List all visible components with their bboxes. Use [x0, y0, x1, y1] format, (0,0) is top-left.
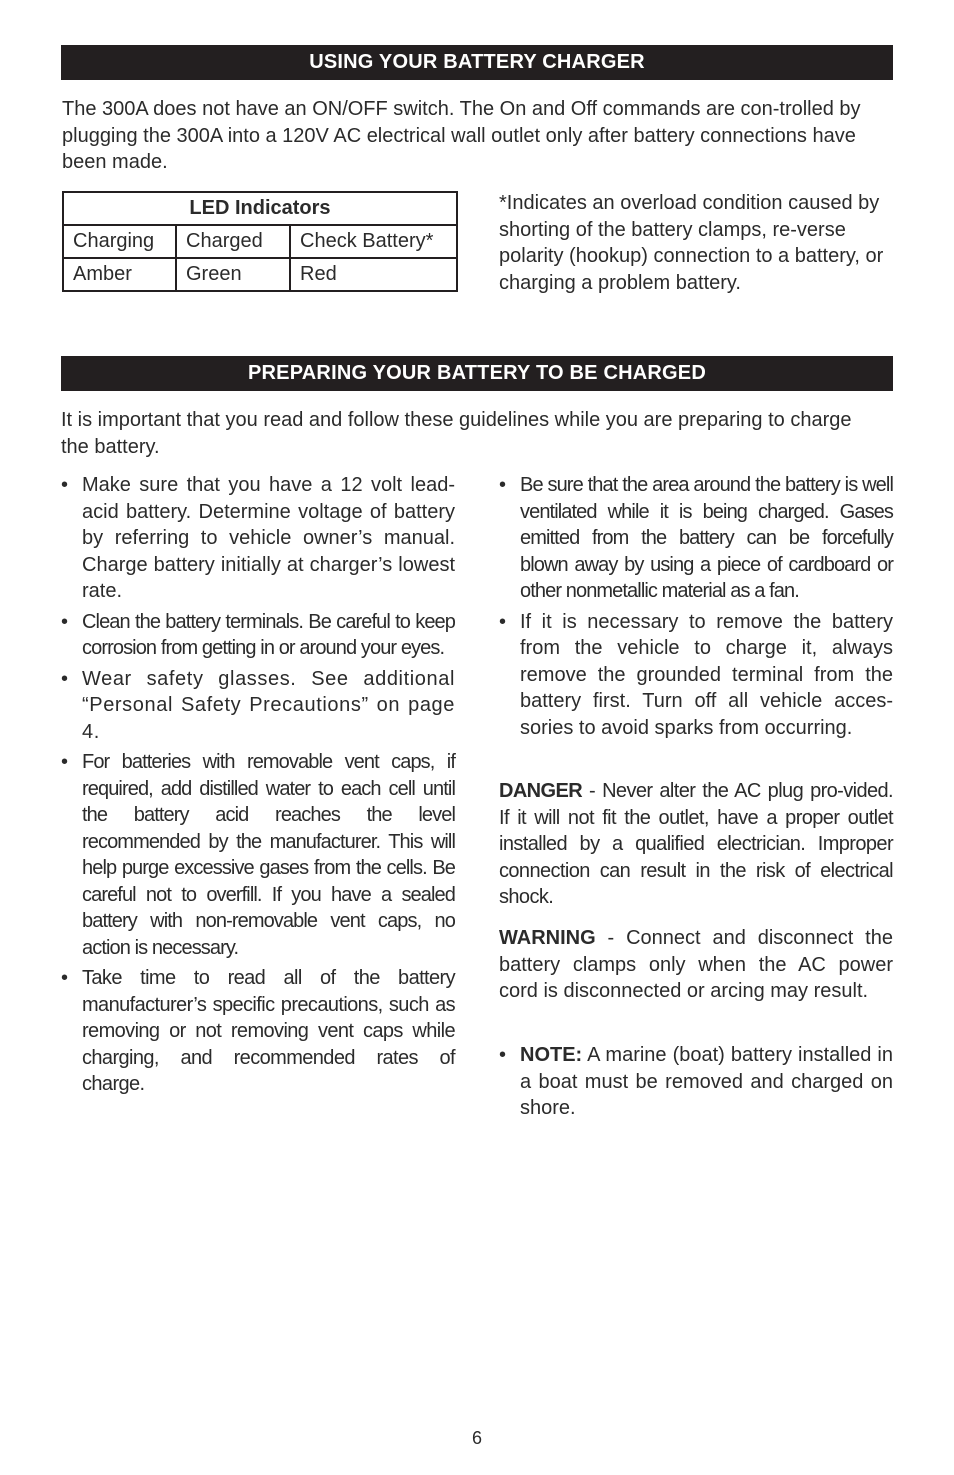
led-label-charging: Charging [63, 225, 176, 258]
note-label: NOTE: [520, 1044, 583, 1066]
led-color-red: Red [290, 258, 457, 291]
bullet-icon: • [499, 610, 507, 633]
list-item [61, 965, 455, 1098]
right-guidelines-list [499, 472, 893, 745]
using-charger-intro: The 300A does not have an ON/OFF switch. The On and Off commands are con-trolled by plugging the 300A into a 120V AC electrical wall outlet only after battery connections have been made. [62, 98, 861, 173]
section-heading-using-charger: USING YOUR BATTERY CHARGER [61, 45, 893, 80]
list-item [61, 472, 455, 605]
bullet-icon: • [499, 474, 506, 496]
overload-footnote: *Indicates an overload condition caused by shorting of the battery clamps, re-verse polarity (hookup) connection to a battery, or charging a problem battery. [499, 192, 884, 294]
note-text: A marine (boat) battery installed in a boat must be removed and charged on shore. [520, 1044, 893, 1119]
list-item-text: Wear safety glasses. See additional “Personal Safety Precautions” on page 4. [82, 667, 455, 743]
list-item [61, 609, 455, 662]
page-number: 6 [471, 1428, 482, 1448]
note-list [499, 1042, 893, 1126]
led-table-color-row [63, 258, 457, 291]
preparing-battery-intro: It is important that you read and follow these guidelines while you are preparing to charge the battery. [61, 409, 852, 458]
bullet-icon: • [499, 1044, 507, 1066]
list-item [61, 666, 455, 746]
led-table-title: LED Indicators [63, 192, 457, 225]
list-item-text: If it is necessary to remove the battery from the vehicle to charge it, always remove the grounded terminal from the battery first. Turn off all vehicle acces-sories to avoid sparks from occurring. [520, 610, 893, 739]
led-color-green: Green [176, 258, 290, 291]
bullet-icon: • [61, 474, 69, 496]
left-guidelines-list [61, 472, 455, 1102]
led-table-label-row [63, 225, 457, 258]
list-item-text: For batteries with removable vent caps, if required, add distilled water to each cell until the battery acid reaches the level recommended by the manufacturer. This will help purge excessive gases from the cells. Be careful not to overfill. If you have a sealed battery with non-removable vent caps, no action is necessary. [82, 751, 455, 959]
list-item-text: Clean the battery terminals. Be careful to keep corrosion from getting in or around your eyes. [82, 610, 455, 659]
list-item [499, 609, 893, 742]
list-item [499, 1042, 893, 1122]
list-item-text: Make sure that you have a 12 volt lead-acid battery. Determine voltage of battery by referring to vehicle owner’s manual. Charge battery initially at charger’s lowest rate. [82, 474, 455, 602]
led-indicators-table [62, 191, 458, 292]
danger-text: - Never alter the AC plug pro-vided. If it will not fit the outlet, have a proper outlet installed by a qualified electrician. Improper connection can result in the risk of electrical shock. [499, 780, 893, 908]
led-color-amber: Amber [63, 258, 176, 291]
warning-notice [499, 925, 893, 1005]
bullet-icon: • [61, 610, 68, 633]
warning-text: - Connect and disconnect the battery clamps only when the AC power cord is disconnected or arcing may result. [499, 927, 893, 1002]
danger-label: DANGER [499, 780, 583, 802]
led-label-charged: Charged [176, 225, 290, 258]
list-item [499, 472, 893, 605]
led-label-check-battery: Check Battery* [290, 225, 457, 258]
list-item-text: Be sure that the area around the battery is well ventilated while it is being charged. Gases emitted from the battery can be forcefully blown away by using a piece of cardboard or other nonmetallic material as a fan. [520, 474, 893, 602]
danger-notice [499, 778, 893, 911]
section-heading-preparing-battery: PREPARING YOUR BATTERY TO BE CHARGED [61, 356, 893, 391]
list-item [61, 749, 455, 961]
warning-label: WARNING [499, 927, 596, 949]
bullet-icon: • [61, 667, 69, 690]
list-item-text: Take time to read all of the battery manufacturer’s specific precautions, such as removing or not removing vent caps while charging, and recommended rates of charge. [82, 967, 455, 1095]
bullet-icon: • [61, 751, 68, 773]
bullet-icon: • [61, 967, 68, 989]
